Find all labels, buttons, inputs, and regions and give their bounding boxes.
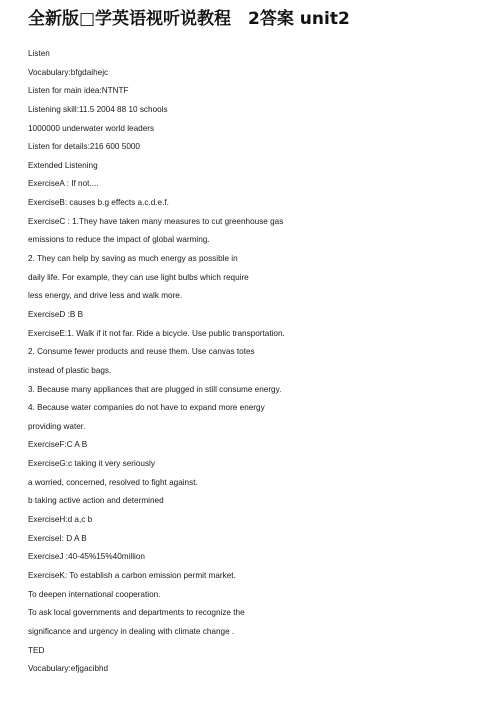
text-line: Extended Listening — [28, 160, 98, 170]
text-line: ExerciseE:1. Walk if it not far. Ride a bicycle. Use public transportation. — [28, 328, 285, 338]
text-line: providing water. — [28, 421, 86, 431]
text-line: ExerciseA : If not.... — [28, 179, 99, 189]
text-line: ExerciseJ :40-45%15%40million — [28, 552, 145, 562]
text-line: ExerciseB: causes b.g effects a.c.d.e.f. — [28, 198, 169, 208]
text-line: Listen — [28, 49, 50, 58]
text-line: a worried, concerned, resolved to fight against. — [28, 477, 198, 487]
text-line: ExerciseG:c taking it very seriously — [28, 459, 155, 469]
text-line: 2. They can help by saving as much energy as possible in — [28, 254, 238, 264]
text-line: ExerciseH:d a,c b — [28, 515, 93, 525]
text-line: ExerciseI: D A B — [28, 533, 87, 543]
text-line: Vocabulary:efjgacibhd — [28, 664, 109, 674]
text-line: To deepen international cooperation. — [28, 589, 161, 599]
text-line: 2. Consume fewer products and reuse them. Use canvas totes — [28, 347, 255, 357]
text-line: Listen for details:216 600 5000 — [28, 142, 140, 152]
text-line: significance and urgency in dealing with climate change . — [28, 626, 235, 636]
text-line: b taking active action and determined — [28, 496, 164, 506]
text-line: less energy, and drive less and walk more. — [28, 291, 183, 301]
text-line: Listening skill:11.5 2004 88 10 schools — [28, 104, 168, 114]
text-line: 3. Because many appliances that are plugged in still consume energy. — [28, 384, 282, 394]
text-line: ExerciseD :B B — [28, 309, 84, 319]
text-line: ExerciseF:C A B — [28, 440, 88, 450]
document-title: 全新版□学英语视听说教程 2答案 unit2 — [28, 9, 350, 29]
text-line: To ask local governments and departments to recognize the — [28, 608, 245, 618]
text-line: ExerciseK: To establish a carbon emission permit market. — [28, 570, 236, 580]
text-line: instead of plastic bags. — [28, 365, 112, 375]
text-line: emissions to reduce the impact of global warming. — [28, 235, 210, 245]
document-body — [28, 45, 488, 679]
text-line: daily life. For example, they can use light bulbs which require — [28, 272, 249, 282]
text-line: Vocabulary:bfgdaihejc — [28, 67, 109, 77]
text-line: Listen for main idea:NTNTF — [28, 86, 129, 96]
text-line: 4. Because water companies do not have to expand more energy — [28, 403, 265, 413]
text-line: ExerciseC : 1.They have taken many measures to cut greenhouse gas — [28, 216, 284, 226]
text-line: TED — [28, 645, 45, 655]
text-line: 1000000 underwater world leaders — [28, 123, 155, 133]
